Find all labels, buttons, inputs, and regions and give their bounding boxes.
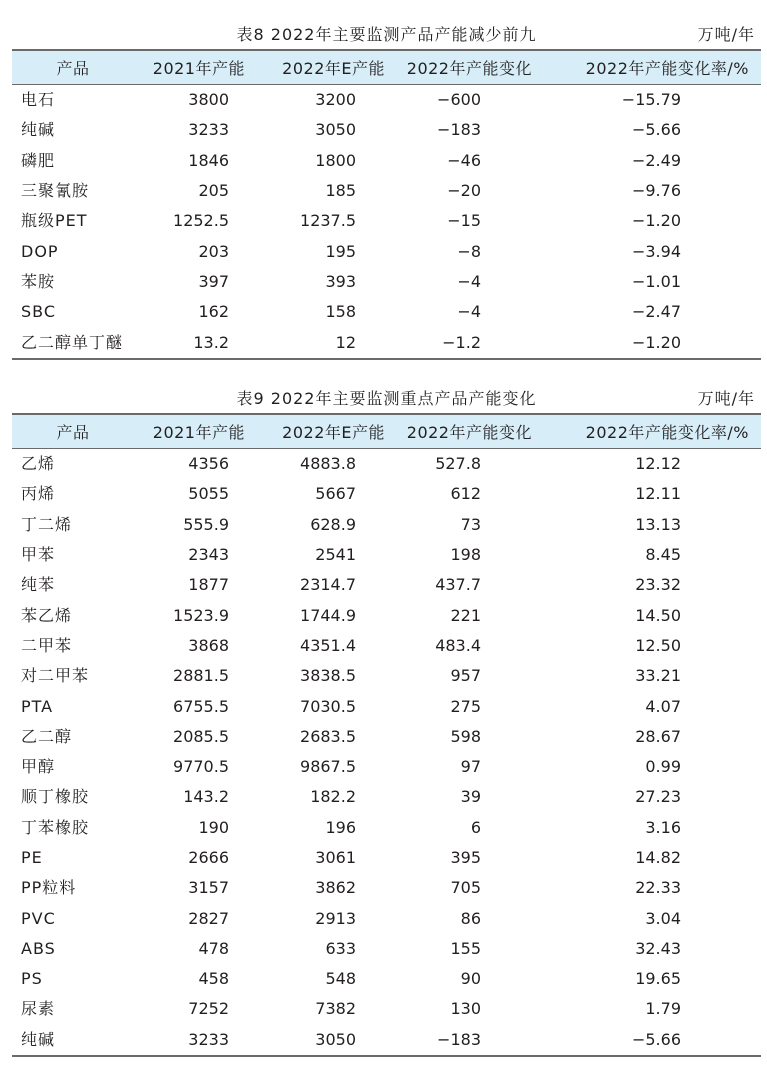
capacity-2022e-cell: 628.9 (310, 514, 356, 534)
capacity-2022e-cell: 7030.5 (300, 696, 356, 716)
capacity-2021-cell: 397 (198, 271, 229, 291)
table-row (12, 510, 761, 540)
capacity-2021-cell: 3157 (188, 878, 229, 898)
change-cell: 527.8 (435, 454, 481, 474)
capacity-2022e-cell: 158 (325, 302, 356, 322)
capacity-2022e-cell: 3838.5 (300, 666, 356, 686)
change-cell: 39 (460, 787, 481, 807)
table-row (12, 722, 761, 752)
capacity-2022e-cell: 2541 (315, 545, 356, 565)
change-cell: −183 (386, 1025, 536, 1056)
product-cell: SBC (21, 302, 57, 322)
change-rate-cell: 33.21 (635, 666, 681, 686)
capacity-2021-cell: 5055 (188, 484, 229, 504)
table-row (12, 752, 761, 782)
change-rate-cell: −9.76 (631, 181, 681, 201)
table-row (12, 782, 761, 812)
product-cell: 二甲苯 (21, 635, 73, 655)
table-row (12, 570, 761, 600)
table8-header-2021: 2021年产能 (134, 50, 246, 85)
table8-caption (12, 22, 761, 48)
capacity-2021-cell: 203 (198, 241, 229, 261)
table9-header-rate: 2022年产能变化率/% (536, 414, 761, 449)
capacity-2022e-cell: 5667 (315, 484, 356, 504)
product-cell: 对二甲苯 (21, 666, 90, 686)
change-rate-cell: −1.01 (631, 271, 681, 291)
capacity-2022e-cell: 1800 (315, 150, 356, 170)
change-rate-cell: 13.13 (635, 514, 681, 534)
capacity-2021-cell: 555.9 (183, 514, 229, 534)
capacity-2021-cell: 3868 (188, 635, 229, 655)
capacity-2021-cell: 143.2 (183, 787, 229, 807)
change-cell: 598 (450, 726, 481, 746)
change-rate-cell: −2.47 (631, 302, 681, 322)
capacity-2022e-cell: 3061 (315, 848, 356, 867)
change-rate-cell: −15.79 (621, 90, 681, 110)
capacity-2021-cell: 1523.9 (173, 605, 229, 625)
change-cell: 73 (460, 514, 481, 534)
capacity-2022e-cell: 12 (246, 327, 386, 358)
capacity-2022e-cell: 185 (325, 181, 356, 201)
capacity-2021-cell: 190 (198, 817, 229, 837)
capacity-2022e-cell: 3862 (315, 878, 356, 898)
product-cell: 乙二醇 (21, 726, 73, 746)
change-rate-cell: −3.94 (631, 241, 681, 261)
capacity-2021-cell: 162 (198, 302, 229, 322)
capacity-2022e-cell: 4883.8 (300, 454, 356, 474)
table8-body (12, 85, 761, 359)
product-cell: 纯碱 (21, 120, 56, 140)
change-cell: 483.4 (435, 635, 481, 655)
capacity-2021-cell: 2666 (188, 848, 229, 867)
change-cell: −600 (437, 90, 481, 110)
table-row (12, 600, 761, 630)
product-cell: 苯胺 (21, 271, 56, 291)
change-rate-cell: −5.66 (536, 1025, 761, 1056)
change-cell: 90 (460, 969, 481, 989)
capacity-2021-cell: 2827 (188, 908, 229, 928)
capacity-2021-cell: 2085.5 (173, 726, 229, 746)
product-cell: 甲苯 (21, 545, 56, 565)
product-cell: PVC (21, 908, 56, 928)
change-rate-cell: −2.49 (631, 150, 681, 170)
capacity-2022e-cell: 3200 (315, 90, 356, 110)
product-cell: 三聚氰胺 (21, 181, 90, 201)
capacity-2022e-cell: 182.2 (310, 787, 356, 807)
product-cell: 电石 (21, 90, 56, 110)
table9 (12, 413, 761, 1057)
table-row (12, 903, 761, 933)
capacity-2021-cell: 205 (198, 181, 229, 201)
table-row (12, 843, 761, 873)
capacity-2021-cell: 9770.5 (173, 757, 229, 777)
change-cell: −4 (457, 271, 481, 291)
change-cell: 221 (450, 605, 481, 625)
change-rate-cell: 27.23 (635, 787, 681, 807)
capacity-2021-cell: 3233 (188, 120, 229, 140)
table9-header-change: 2022年产能变化 (386, 414, 536, 449)
capacity-2022e-cell: 548 (325, 969, 356, 989)
capacity-2021-cell: 4356 (188, 454, 229, 474)
capacity-2022e-cell: 633 (325, 938, 356, 958)
capacity-2021-cell: 1846 (188, 150, 229, 170)
table-row (12, 479, 761, 509)
table-row (12, 236, 761, 266)
table-row (12, 327, 761, 358)
product-cell: PE (21, 848, 43, 867)
capacity-2021-cell: 13.2 (134, 327, 246, 358)
capacity-2022e-cell: 195 (325, 241, 356, 261)
table9-header-product: 产品 (12, 414, 134, 449)
product-cell: ABS (21, 938, 56, 958)
change-cell: 437.7 (435, 575, 481, 595)
table-row (12, 449, 761, 480)
change-rate-cell: 0.99 (645, 757, 681, 777)
product-cell: 乙二醇单丁醚 (12, 327, 134, 358)
capacity-2021-cell: 7252 (188, 999, 229, 1019)
table-row (12, 994, 761, 1024)
table-row (12, 661, 761, 691)
change-rate-cell: 12.11 (635, 484, 681, 504)
table-row (12, 85, 761, 116)
table8-header-product: 产品 (12, 50, 134, 85)
change-rate-cell: 32.43 (635, 938, 681, 958)
capacity-2022e-cell: 196 (325, 817, 356, 837)
product-cell: PP粒料 (21, 878, 77, 898)
table-row (12, 934, 761, 964)
capacity-2021-cell: 458 (198, 969, 229, 989)
table8-title: 表8 2022年主要监测产品产能减少前九 (236, 25, 537, 44)
change-rate-cell: 12.50 (635, 635, 681, 655)
capacity-2021-cell: 1877 (188, 575, 229, 595)
table-row (12, 146, 761, 176)
capacity-2021-cell: 6755.5 (173, 696, 229, 716)
table-row (12, 176, 761, 206)
table9-title: 表9 2022年主要监测重点产品产能变化 (236, 389, 537, 408)
change-rate-cell: 23.32 (635, 575, 681, 595)
product-cell: 丙烯 (21, 484, 56, 504)
capacity-2021-cell: 3800 (188, 90, 229, 110)
product-cell: 纯苯 (21, 575, 56, 595)
product-cell: 磷肥 (21, 150, 56, 170)
product-cell: PS (21, 969, 43, 989)
product-cell: DOP (21, 241, 59, 261)
capacity-2022e-cell: 2314.7 (300, 575, 356, 595)
change-cell: 957 (450, 666, 481, 686)
table-row (12, 873, 761, 903)
table8-header-change: 2022年产能变化 (386, 50, 536, 85)
table-row (12, 1025, 761, 1056)
capacity-2022e-cell: 7382 (315, 999, 356, 1019)
capacity-2022e-cell: 2913 (315, 908, 356, 928)
capacity-2021-cell: 3233 (134, 1025, 246, 1056)
product-cell: 丁苯橡胶 (21, 817, 90, 837)
capacity-2022e-cell: 1237.5 (300, 211, 356, 231)
change-rate-cell: 14.50 (635, 605, 681, 625)
table9-unit: 万吨/年 (697, 389, 755, 408)
change-rate-cell: 8.45 (645, 545, 681, 565)
product-cell: 丁二烯 (21, 514, 73, 534)
change-cell: 198 (450, 545, 481, 565)
capacity-2021-cell: 2343 (188, 545, 229, 565)
table9-caption (12, 386, 761, 412)
change-rate-cell: 3.16 (645, 817, 681, 837)
change-cell: −15 (447, 211, 481, 231)
change-cell: 155 (450, 938, 481, 958)
change-cell: 86 (460, 908, 481, 928)
table8-header-2022e: 2022年E产能 (246, 50, 386, 85)
change-rate-cell: 12.12 (635, 454, 681, 474)
change-cell: 130 (450, 999, 481, 1019)
capacity-2022e-cell: 2683.5 (300, 726, 356, 746)
change-rate-cell: −1.20 (536, 327, 761, 358)
change-cell: −1.2 (386, 327, 536, 358)
table9-header-2022e: 2022年E产能 (246, 414, 386, 449)
product-cell: 瓶级PET (21, 211, 88, 231)
change-cell: 612 (450, 484, 481, 504)
table9-header-row (12, 414, 761, 449)
product-cell: 尿素 (21, 999, 56, 1019)
change-rate-cell: 1.79 (645, 999, 681, 1019)
product-cell: 苯乙烯 (21, 605, 73, 625)
table9-header-2021: 2021年产能 (134, 414, 246, 449)
table-row (12, 540, 761, 570)
capacity-2021-cell: 1252.5 (173, 211, 229, 231)
change-cell: −183 (437, 120, 481, 140)
table8-header-rate: 2022年产能变化率/% (536, 50, 761, 85)
change-cell: 275 (450, 696, 481, 716)
change-rate-cell: −5.66 (631, 120, 681, 140)
capacity-2022e-cell: 4351.4 (300, 635, 356, 655)
change-rate-cell: −1.20 (631, 211, 681, 231)
product-cell: 纯碱 (12, 1025, 134, 1056)
capacity-2021-cell: 2881.5 (173, 666, 229, 686)
table-row (12, 813, 761, 843)
change-rate-cell: 4.07 (645, 696, 681, 716)
capacity-2022e-cell: 1744.9 (300, 605, 356, 625)
change-cell: −46 (447, 150, 481, 170)
change-rate-cell: 28.67 (635, 726, 681, 746)
product-cell: 乙烯 (21, 454, 56, 474)
table-row (12, 115, 761, 145)
product-cell: PTA (21, 696, 54, 716)
change-rate-cell: 22.33 (635, 878, 681, 898)
change-cell: −4 (457, 302, 481, 322)
capacity-2022e-cell: 393 (325, 271, 356, 291)
table-row (12, 964, 761, 994)
capacity-2022e-cell: 3050 (246, 1025, 386, 1056)
table8 (12, 49, 761, 360)
table-row (12, 631, 761, 661)
change-cell: 97 (460, 757, 481, 777)
change-cell: −8 (457, 241, 481, 261)
table-row (12, 297, 761, 327)
capacity-2022e-cell: 3050 (315, 120, 356, 140)
change-cell: 395 (450, 848, 481, 867)
change-cell: −20 (447, 181, 481, 201)
product-cell: 甲醇 (21, 757, 56, 777)
change-cell: 6 (470, 817, 481, 837)
table-row (12, 267, 761, 297)
table-row (12, 691, 761, 721)
table9-body (12, 449, 761, 1056)
product-cell: 顺丁橡胶 (21, 787, 90, 807)
table-row (12, 206, 761, 236)
table8-unit: 万吨/年 (697, 25, 755, 44)
change-cell: 705 (450, 878, 481, 898)
change-rate-cell: 14.82 (635, 848, 681, 867)
table8-header-row (12, 50, 761, 85)
change-rate-cell: 19.65 (635, 969, 681, 989)
capacity-2021-cell: 478 (198, 938, 229, 958)
capacity-2022e-cell: 9867.5 (300, 757, 356, 777)
change-rate-cell: 3.04 (645, 908, 681, 928)
